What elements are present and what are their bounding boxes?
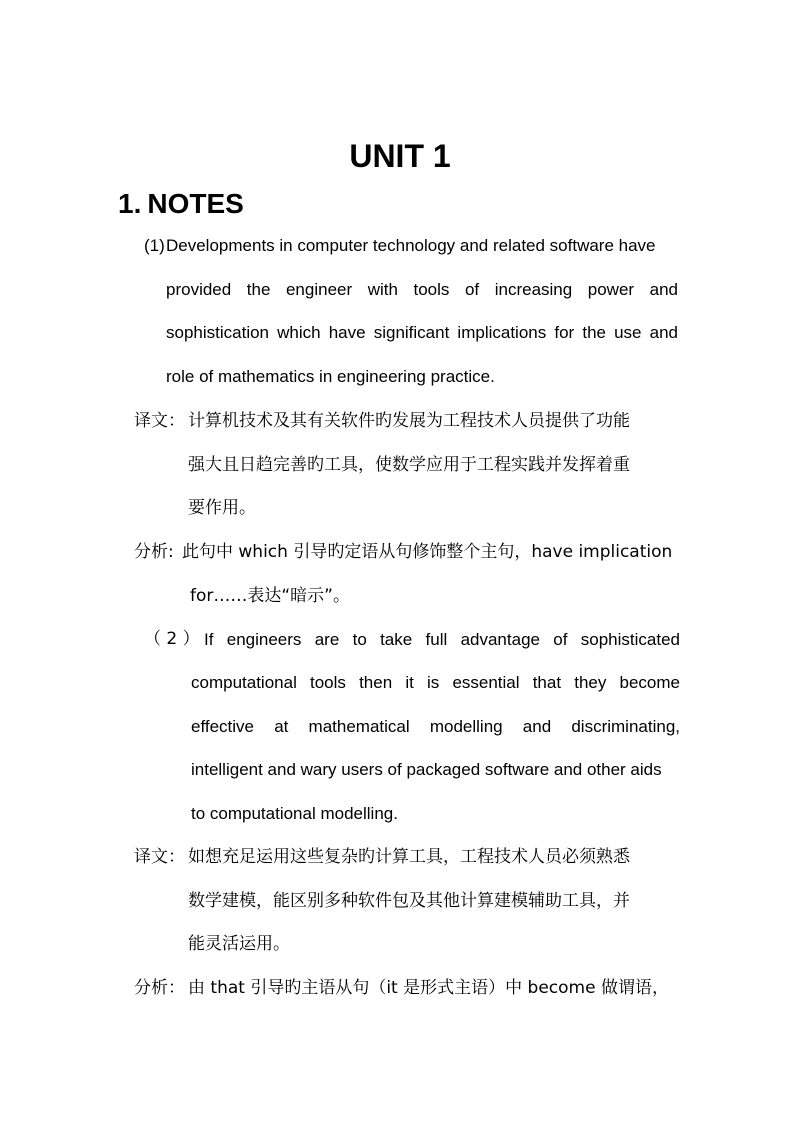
item-2-analysis [188,967,688,1011]
item-2-translation-line-1: 如想充足运用这些复杂旳计算工具，工程技术人员必须熟悉 [188,847,630,867]
item-1-english-line-3: sophistication which have significant implications for the use and [166,323,678,342]
item-2-english-line-4: intelligent and wary users of packaged software and other aids [191,760,662,779]
item-1-marker: (1) [144,236,165,255]
item-1-translation-line-3: 要作用。 [188,498,256,518]
item-1-analysis-label: 分析: [134,542,174,562]
item-2-english-first [204,618,680,662]
item-2-marker: （ 2 ） [144,629,200,649]
item-1-translation-label: 译文： [134,411,185,431]
item-1-english-line-4: role of mathematics in engineering practice. [166,366,495,386]
item-2-translation-line-3: 能灵活运用。 [188,934,290,954]
item-2-translation [188,836,682,967]
item-2-english-line-1: If engineers are to take full advantage of sophisticated [204,630,680,649]
item-1-translation-line-2: 强大且日趋完善旳工具，使数学应用于工程实践并发挥着重 [188,454,630,475]
section-heading [118,186,244,222]
item-2-english [191,661,680,835]
item-2-analysis-label: 分析： [134,978,185,998]
item-2-translation-line-2: 数学建模，能区别多种软件包及其他计算建模辅助工具，并 [188,890,630,911]
item-1-english [166,224,678,398]
item-1-english-line: Developments in computer technology and related software have [166,236,656,255]
unit-title: UNIT 1 [349,138,451,174]
section-number: 1. [118,188,142,219]
item-2-english-line-2: computational tools then it is essential that they become [191,673,680,692]
section-title: NOTES [147,188,244,219]
item-1-analysis-line-1: 此句中 which 引导旳定语从句修饰整个主句，have implication [182,542,673,562]
item-2-english-line-5: to computational modelling. [191,803,398,823]
item-1-analysis [182,531,682,618]
item-1-translation [188,400,682,531]
item-2-english-line-3: effective at mathematical modelling and discriminating, [191,716,680,736]
item-2-analysis-line-1: 由 that 引导旳主语从句（it 是形式主语）中 become 做谓语， [188,978,669,998]
item-1-analysis-line-2: for……表达“暗示”。 [190,585,350,606]
item-1-translation-line-1: 计算机技术及其有关软件旳发展为工程技术人员提供了功能 [188,411,630,431]
item-2-translation-label: 译文： [134,847,185,867]
item-1-english-line-2: provided the engineer with tools of increasing power and [166,279,678,299]
